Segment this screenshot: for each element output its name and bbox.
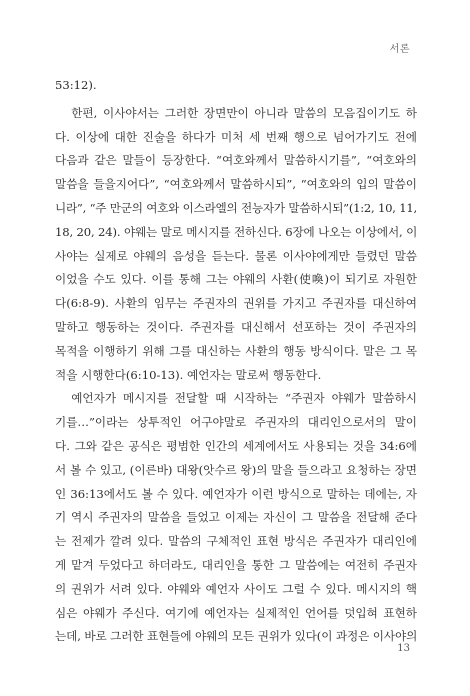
text-line: 기를…”이라는 상투적인 어구야말로 주권자의 대리인으로서의 말이 [55,415,417,430]
text-line: 18, 20, 24). 야웨는 말로 메시지를 전하신다. 6장에 나오는 이상에서, 이 [55,224,417,239]
text-line: 목적을 이행하기 위해 그를 대신하는 사환의 행동 방식이다. 말은 그 목 [55,343,417,358]
text-line: 적을 시행한다(6:10-13). 예언자는 말로써 행동한다. [55,367,322,382]
paragraph [55,74,417,98]
text-line: 서 볼 수 있고, (이른바) 대왕(앗수르 왕)의 말을 들으라고 요청하는 장면 [55,462,417,477]
text-line: 사야는 실제로 야웨의 음성을 듣는다. 물론 이사야에게만 들렸던 말씀 [55,248,417,263]
text-line: 인 36:13에서도 볼 수 있다. 예언자가 이런 방식으로 말하는 데에는, 자 [55,486,417,501]
body-text [55,74,417,649]
text-line: 는데, 바로 그러한 표현들에 야웨의 모든 권위가 있다(이 과정은 이사야의 [55,629,417,644]
paragraph [55,102,417,388]
text-line: 다(6:8-9). 사환의 임무는 주권자의 권위를 가지고 주권자를 대신하여 [55,296,417,311]
text-line: 의 권위가 서려 있다. 야웨와 예언자 사이도 그럴 수 있다. 메시지의 핵 [55,581,417,596]
text-line: 예언자가 메시지를 전달할 때 시작하는 “주권자 야웨가 말씀하시 [71,391,417,406]
text-line: 기 역시 주권자의 말씀을 들었고 이제는 자신이 그 말씀을 전달해 준다 [55,510,417,525]
text-line: 게 맡겨 두었다고 하더라도, 대리인을 통한 그 말씀에는 여전히 주권자 [55,557,417,572]
text-line: 다. 그와 같은 공식은 평범한 인간의 세계에서도 사용되는 것을 34:6에 [55,438,417,453]
text-line: 는 전제가 깔려 있다. 말씀의 구체적인 표현 방식은 주권자가 대리인에 [55,534,417,549]
text-line: 심은 야웨가 주신다. 여기에 예언자는 실제적인 언어를 덧입혀 표현하 [55,605,417,620]
text-line: 니라”, “주 만군의 여호와 이스라엘의 전능자가 말씀하시되”(1:2, 10, 11, [55,200,417,215]
text-line: 다음과 같은 말들이 등장한다. “여호와께서 말씀하시기를”, “여호와의 [55,153,417,168]
text-line: 말씀을 들을지어다”, “여호와께서 말씀하시되”, “여호와의 입의 말씀이 [55,177,417,192]
paragraph [55,387,417,649]
page-number: 13 [397,643,410,654]
text-line: 다. 이상에 대한 진술을 하다가 미처 세 번째 행으로 넘어가기도 전에 [55,129,417,144]
text-line: 한편, 이사야서는 그러한 장면만이 아니라 말씀의 모음집이기도 하 [71,105,417,120]
text-line: 말하고 행동하는 것이다. 주권자를 대신해서 선포하는 것이 주권자의 [55,319,417,334]
running-head: 서론 [389,44,410,55]
text-line: 이었을 수도 있다. 이를 통해 그는 야웨의 사환(使喚)이 되기로 자원한 [55,272,417,287]
text-line: 53:12). [55,78,97,92]
